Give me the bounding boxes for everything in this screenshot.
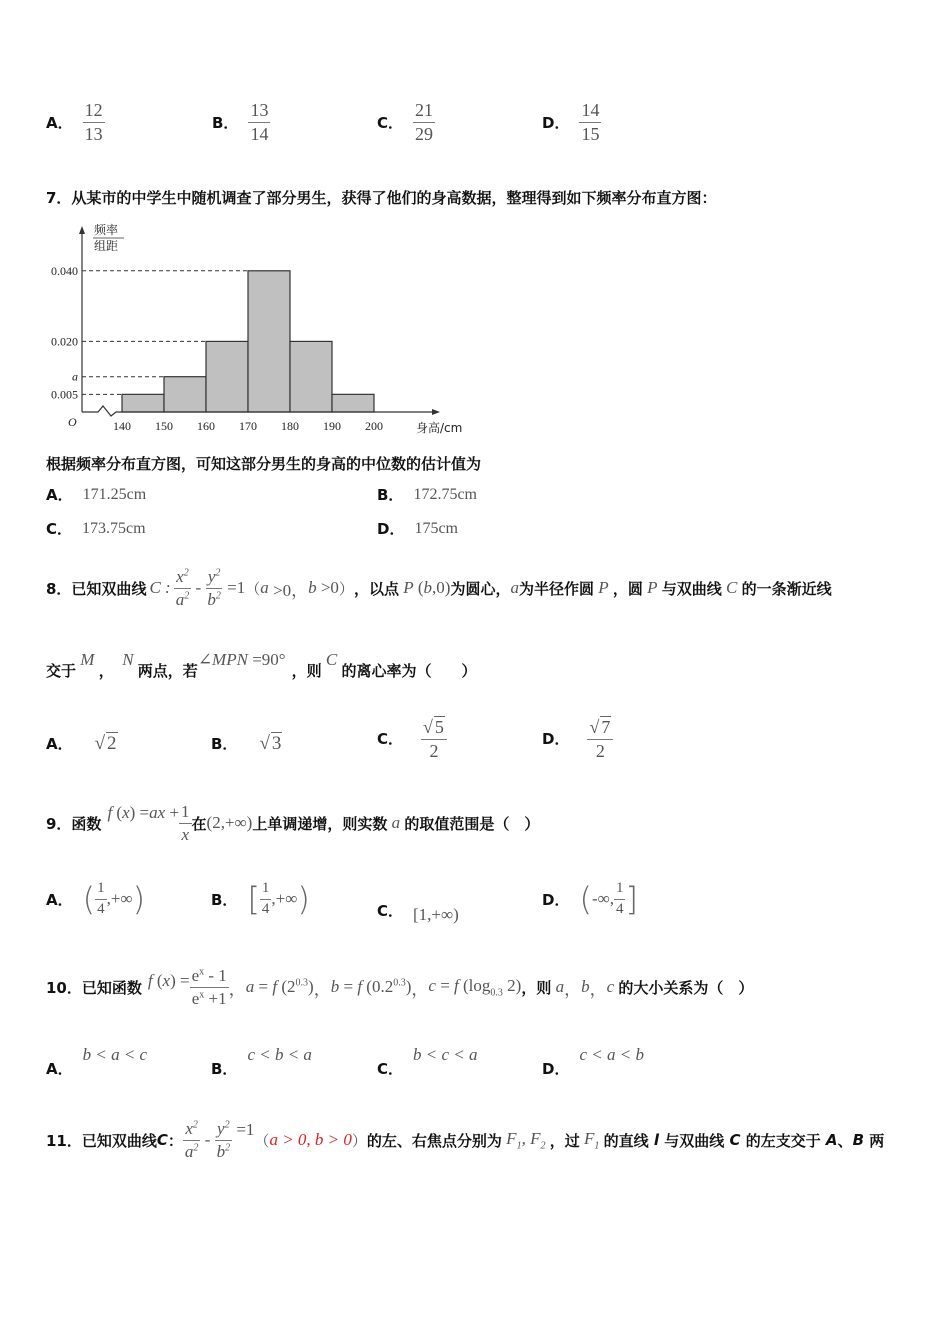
y-axis-arrow (79, 226, 85, 234)
function-expression: f (x) =ax + (107, 803, 180, 822)
q6-option-d[interactable] (542, 100, 601, 144)
fraction: $\frac{e^x - 1}{e^x +1}$ (191, 965, 227, 1008)
option-value: 172.75cm (413, 485, 477, 503)
option-label: B． (377, 486, 404, 504)
q6-option-b[interactable] (212, 100, 270, 144)
option-value: b < c < a (413, 1044, 478, 1064)
option-label: A． (46, 890, 73, 909)
x-tick-label: 150 (155, 419, 173, 433)
q9-option-d[interactable] (542, 880, 638, 918)
hyperbola-equation: C : (149, 578, 171, 597)
q7-question: 根据频率分布直方图，可知这部分男生的身高的中位数的估计值为 (46, 455, 482, 473)
q7-option-c[interactable] (46, 518, 146, 539)
option-label: B． (212, 113, 239, 132)
q11-stem: 11．已知双曲线 C ： $\frac{x^2}{a^2}$ - $\frac{y^2}{b^2}$ =1 （ a > 0, b > 0 ） 的左、右焦点分别为 $F_1$, $F_2$ ，过 $F_1$ 的直线 l 与双曲线 C 的左支交于 A 、 B 两 (46, 1118, 885, 1161)
q10-option-c[interactable] (377, 1044, 478, 1078)
x-tick-label: 160 (197, 419, 215, 433)
fraction: $\frac{√ 7}{2}$ (587, 716, 613, 761)
y-tick-label: 0.020 (51, 334, 78, 349)
function-expression: f (x) = (147, 971, 190, 990)
interval-expression: ( -∞, $\frac{1}{4}$ ] (579, 880, 638, 918)
fraction: $\frac{√ 5}{2}$ (421, 716, 447, 761)
x-tick-label: 190 (323, 419, 341, 433)
option-label: D． (377, 520, 405, 538)
q10-option-b[interactable] (211, 1044, 312, 1078)
q6-options (46, 100, 906, 152)
option-label: B． (211, 735, 238, 753)
q9-option-a[interactable] (46, 880, 145, 918)
option-label: D． (542, 113, 570, 132)
y-axis-label-denominator: 组距 (94, 239, 119, 253)
option-label: D． (542, 1060, 570, 1078)
q10-option-a[interactable] (46, 1044, 148, 1078)
y-tick-label: 0.005 (51, 387, 78, 402)
option-value: 173.75cm (82, 519, 146, 537)
option-value: [1,+∞) (413, 904, 459, 924)
sqrt-expression: √ 2 (94, 733, 117, 754)
q7-option-d[interactable] (377, 518, 458, 539)
q8-stem-line2: 交于 M ， N 两点，若 ∠MPN =90° ，则 C 的离心率为（ ） (46, 650, 477, 680)
option-label: A． (46, 1060, 73, 1078)
option-value: 171.25cm (82, 485, 147, 503)
q9-option-c[interactable] (377, 900, 459, 924)
y-axis-label-numerator: 频率 (94, 223, 119, 237)
fraction: $\frac{x^2}{a^2}$ (184, 1118, 199, 1161)
option-label: D． (542, 890, 570, 909)
q8-option-a[interactable] (46, 732, 118, 755)
hyperbola-condition: a > 0, b > 0 (269, 1130, 352, 1149)
x-axis-arrow (432, 409, 440, 415)
histogram-bar (122, 394, 164, 412)
x-tick-label: 200 (365, 419, 383, 433)
option-label: C． (377, 730, 404, 749)
option-value: b < a < c (82, 1044, 148, 1064)
option-value: c < b < a (247, 1044, 312, 1064)
fraction: $\frac{y^2}{b^2}$ (216, 1118, 231, 1161)
option-value: 175cm (414, 519, 458, 537)
q7-option-b[interactable] (377, 484, 477, 505)
q10-option-d[interactable] (542, 1044, 644, 1078)
q8-option-b[interactable] (211, 732, 282, 755)
fraction: $\frac{14}{15}$ (581, 100, 600, 144)
q6-option-a[interactable] (46, 100, 105, 144)
option-label: B． (211, 1060, 238, 1078)
option-label: A． (46, 113, 73, 132)
q10-stem: 10．已知函数 f (x) = $\frac{e^x - 1}{e^x +1}$ ， a = f $(2^{0.3})$ ， b = f $(0.2^{0.3})$ ， c = f ($\log_{0.3}$ 2) ，则 a ， b ， c 的大小关系为（ ） (46, 965, 754, 1008)
y-tick-label: 0.040 (51, 263, 78, 278)
option-label: C． (377, 113, 404, 132)
interval-expression: ( $\frac{1}{4}$ ,+∞ ) (82, 880, 146, 918)
angle-condition: ∠MPN =90° (197, 650, 286, 669)
option-value: c < a < b (579, 1044, 644, 1064)
fraction: $\frac{13}{14}$ (250, 100, 269, 144)
q8-option-d[interactable] (542, 716, 613, 761)
y-tick-label: a (72, 369, 78, 384)
option-label: B． (211, 890, 238, 909)
x-axis-label: 身高/cm (416, 421, 463, 435)
histogram-chart (40, 220, 463, 440)
histogram-bar (248, 271, 290, 412)
histogram-bar (290, 341, 332, 412)
x-tick-label: 170 (239, 419, 257, 433)
x-tick-label: 140 (113, 419, 131, 433)
option-label: C． (377, 902, 404, 920)
x-tick-label: 180 (281, 419, 299, 433)
fraction: $\frac{12}{13}$ (84, 100, 103, 144)
option-label: C． (46, 520, 73, 538)
option-label: A． (46, 486, 73, 504)
q8-stem-line1: 8．已知双曲线 C : $\frac{x^2}{a^2}$ - $\frac{y^2}{b^2}$ =1 （ a >0， b >0 ） ，以点 P ( b ,0) 为圆心， a 为半径作圆 P ，圆 P 与双曲线 C 的一条渐近线 (46, 566, 832, 609)
q7-option-a[interactable] (46, 484, 146, 505)
interval-expression: [ $\frac{1}{4}$ ,+∞ ) (247, 880, 310, 918)
q7-stem: 7．从某市的中学生中随机调查了部分男生，获得了他们的身高数据，整理得到如下频率分布直方图： (46, 189, 717, 207)
fraction: $\frac{y^2}{b^2}$ (207, 566, 221, 609)
histogram-bar (206, 341, 248, 412)
fraction: $\frac{1}{x}$ (181, 801, 190, 844)
q9-stem: 9．函数 f (x) =ax + $\frac{1}{x}$ 在 (2,+∞) 上单调递增，则实数 a 的取值范围是（ ） (46, 801, 540, 844)
fraction: $\frac{21}{29}$ (415, 100, 434, 144)
q6-option-c[interactable] (377, 100, 435, 144)
histogram-bar (164, 377, 206, 412)
q9-option-b[interactable] (211, 880, 310, 918)
option-label: C． (377, 1060, 404, 1078)
origin-label: O (68, 415, 77, 429)
sqrt-expression: √ 3 (259, 733, 282, 754)
fraction: $\frac{x^2}{a^2}$ (175, 566, 190, 609)
histogram-bar (332, 394, 374, 412)
option-label: A． (46, 735, 73, 753)
q8-option-c[interactable] (377, 716, 447, 761)
option-label: D． (542, 730, 570, 749)
